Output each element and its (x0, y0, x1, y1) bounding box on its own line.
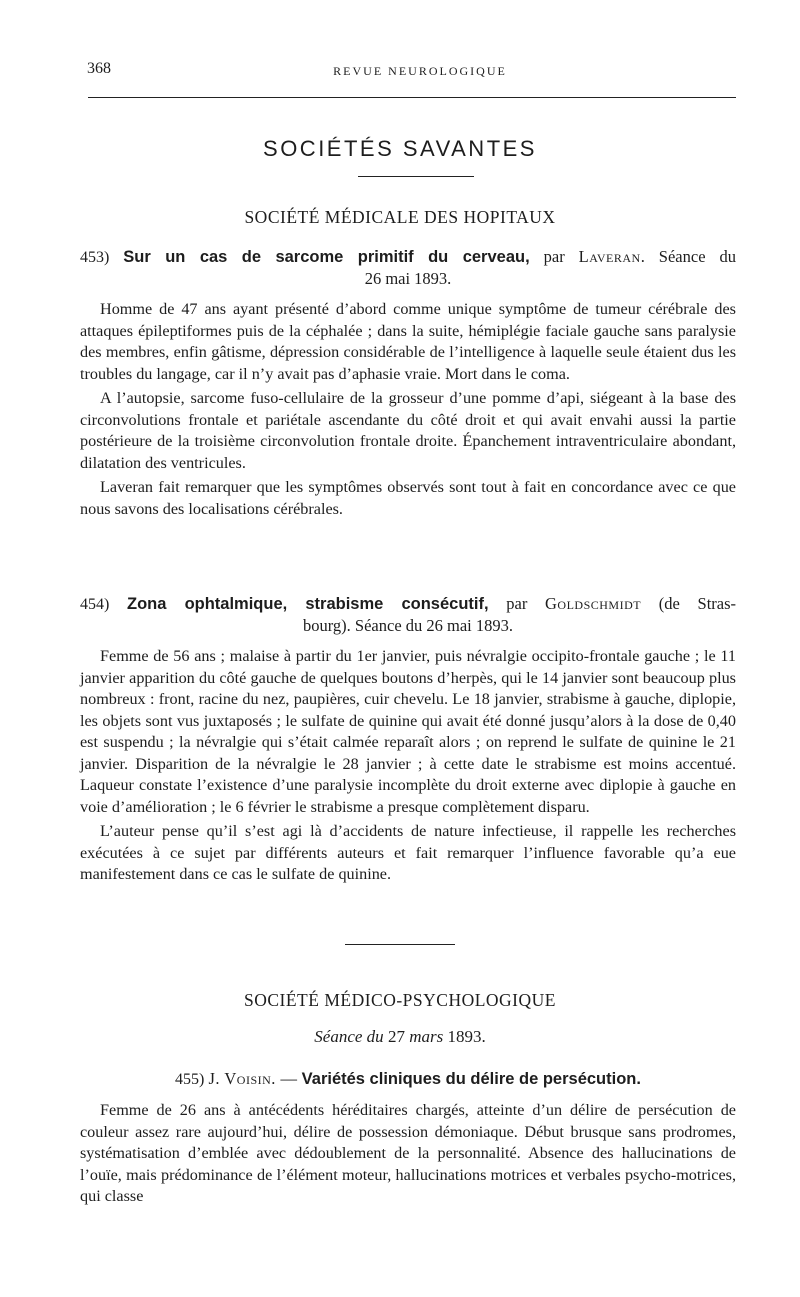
article-455 (80, 1068, 736, 1211)
article-number: 455) (175, 1071, 205, 1088)
society-heading-hopitaux: SOCIÉTÉ MÉDICALE DES HOPITAUX (244, 207, 556, 227)
society-heading-medico-psychologique: SOCIÉTÉ MÉDICO-PSYCHOLOGIQUE (244, 990, 556, 1010)
session-date: bourg). Séance du 26 mai 1893. (302, 616, 514, 635)
seance-month: mars (409, 1027, 444, 1046)
paragraph: Laveran fait remarquer que les symptômes observés sont tout à fait en concordance avec ce que nous savons des localisations cérébrales. (80, 478, 736, 518)
article-number: 453) (80, 249, 110, 266)
paragraph: Homme de 47 ans ayant présenté d’abord comme unique symptôme de tumeur cérébrale des attaques épileptiformes puis de la céphalée ; dans la suite, hémiplégie faciale gauche sans paralysie des membres, enfin gâtisme, dépression considérable de l’intelligence à laquelle seule étaient dus les troubles du langage, car il n’y avait pas d’aphasie vraie. Mort dans le coma. (80, 300, 736, 383)
article-heading (80, 593, 736, 636)
article-title: Variétés cliniques du délire de persécution. (301, 1070, 641, 1088)
header-rule (88, 97, 736, 98)
article-title: Zona ophtalmique, strabisme consécutif, (127, 595, 489, 613)
article-author: Goldschmidt (545, 594, 642, 613)
section-title: SOCIÉTÉS SAVANTES (263, 136, 537, 161)
paragraph: A l’autopsie, sarcome fuso-cellulaire de la grosseur d’une pomme d’api, siégeant à la base des circonvolutions frontale et pariétale ascendante du côté droit et qui avait envahi aussi la partie postérieure de la troisième circonvolution frontale droite. Épanchement intraventriculaire abondant, dilatation des ventricules. (80, 389, 736, 472)
article-heading (80, 246, 736, 289)
article-title: Sur un cas de sarcome primitif du cerveau, (123, 248, 530, 266)
par-word: par (506, 594, 528, 613)
page-number: 368 (87, 60, 111, 77)
journal-title: REVUE NEUROLOGIQUE (333, 64, 507, 78)
article-author: J. Voisin. — (208, 1069, 298, 1088)
paragraph: Femme de 26 ans à antécédents héréditaires chargés, atteinte d’un délire de persécution de couleur assez rare aujourd’hui, délire de possession démoniaque. Début brusque sans prodromes, systématisation d’emblée avec dédoublement de la personnalité. Absence des hallucinations de l’ouïe, mais prédominance de l’élément moteur, hallucinations motrices et verbales psycho-motrices, qui classe (80, 1101, 736, 1205)
session-date: 26 mai 1893. (364, 269, 452, 288)
session-text: (de Stras- (658, 594, 737, 613)
seance-line (0, 1027, 800, 1047)
session-text: . Séance du (640, 247, 736, 266)
article-heading (80, 1068, 736, 1090)
article-453 (80, 246, 736, 523)
section-divider (345, 944, 455, 945)
seance-label: Séance du (314, 1027, 384, 1046)
article-454 (80, 593, 736, 889)
paragraph: L’auteur pense qu’il s’est agi là d’accidents de nature infectieuse, il rappelle les recherches exécutées à ce sujet par différents auteurs et fait remarquer l’influence favorable qu’a eue manifestement dans ce cas le sulfate de quinine. (80, 822, 736, 883)
article-author: Laveran (578, 247, 641, 266)
seance-year: 1893. (447, 1027, 486, 1046)
article-number: 454) (80, 596, 110, 613)
seance-day: 27 (387, 1027, 405, 1046)
paragraph: Femme de 56 ans ; malaise à partir du 1er janvier, puis névralgie occipito-frontale gauche ; le 11 janvier apparition du côté gauche de quelques boutons d’herpès, qui le 14 janvier sont beaucoup plus nombreux : front, racine du nez, paupières, cuir chevelu. Le 18 janvier, strabisme à gauche, diplopie, les objets sont vus juxtaposés ; le sulfate de quinine qui avait été donné jusqu’alors à la dose de 0,40 est suspendu ; la névralgie qui s’était calmée reparaît alors ; on reprend le sulfate de quinine le 21 janvier. Disparition de la névralgie le 28 janvier ; à cette date le strabisme est moins accentué. Laqueur constate l’existence d’une paralysie incomplète du droit externe avec diplopie à gauche en voie d’amélioration ; le 6 février le strabisme a presque complètement disparu. (80, 647, 736, 816)
section-title-rule (358, 176, 474, 177)
par-word: par (543, 247, 565, 266)
